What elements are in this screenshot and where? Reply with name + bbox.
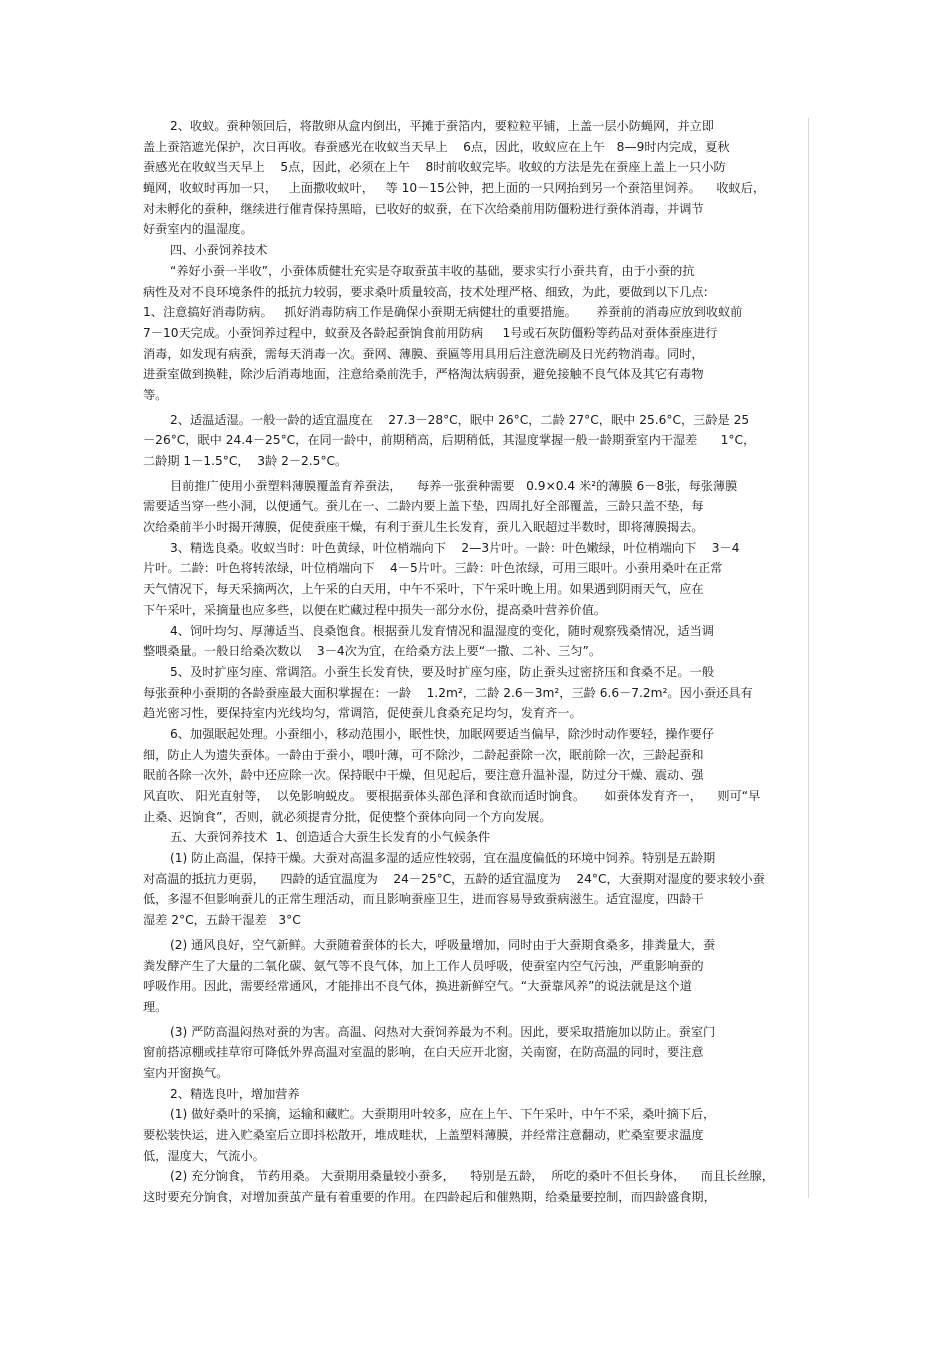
text-line: 等。 [143, 387, 168, 402]
text-line: 五、大蚕饲养技术 1、创造适合大蚕生长发育的小气候条件 [170, 830, 491, 845]
text-line: 低，湿度大，气流小。 [143, 1148, 265, 1163]
text-line: 2、适温适湿。一般一龄的适宜温度在 27.3－28°C，眠中 26°C，二龄 27°C，眠中 25.6°C，三龄是 25 [170, 412, 750, 427]
text-line: 消毒，如发现有病蚕，需每天消毒一次。蚕网、薄膜、蚕匾等用具用后注意洗刷及日光药物消毒。同时， [143, 346, 704, 361]
text-line: 4、饲叶均匀、厚薄适当、良桑饱食。根据蚕儿发育情况和温湿度的变化，随时观察残桑情况，适当调 [170, 623, 715, 638]
text-line: 3、精选良桑。收蚁当时：叶色黄绿，叶位梢端向下 2—3片叶。一龄：叶色嫩绿，叶位梢端向下 3－4 [170, 540, 740, 555]
text-line: 次给桑前半小时揭开薄膜，促使蚕座干燥，有利于蚕儿生长发育，蚕儿入眠超过半数时，即将薄膜揭去。 [143, 520, 704, 535]
text-line: (2) 通风良好，空气新鲜。大蚕随着蚕体的长大，呼吸量增加，同时由于大蚕期食桑多，排粪量大，蚕 [170, 937, 716, 952]
text-line: 下午采叶，采摘量也应多些，以便在贮藏过程中损失一部分水份，提高桑叶营养价值。 [143, 602, 607, 617]
text-line: 6、加强眠起处理。小蚕细小，移动范围小，眠性快，加眠网要适当偏早，除沙时动作要轻，操作要仔 [170, 726, 715, 741]
text-line: 7－10天完成。小蚕饲养过程中，蚁蚕及各龄起蚕饷食前用防病 1号或石灰防僵粉等药品对蚕体蚕座进行 [143, 325, 718, 340]
text-line: (2) 充分饷食， 节药用桑。 大蚕期用桑量较小蚕多， 特别是五龄， 所吃的桑叶不但长身体， 而且长丝腺， [170, 1169, 774, 1184]
text-line: (1) 做好桑叶的采摘，运输和藏贮。大蚕期用叶较多，应在上午、下午采叶，中午不采，桑叶摘下后， [170, 1107, 716, 1122]
text-line: 2、收蚁。蚕种领回后，将散卵从盒内倒出，平摊于蚕箔内，要粒粒平铺，上盖一层小防蝇网，并立即 [170, 119, 715, 133]
text-line: 盖上蚕箔遮光保护，次日再收。春蚕感光在收蚁当天早上 6点，因此，收蚁应在上午 8—9时内完成，夏秋 [143, 139, 730, 154]
text-line: 蝇网，收蚁时再加一只， 上面撒收蚁叶， 等 10－15公钟，把上面的一只网抬到另一个蚕箔里饲养。 收蚁后， [143, 181, 766, 196]
text-line: 窗前搭凉棚或挂草帘可降低外界高温对室温的影响，在白天应开北窗，关南窗，在防高温的同时，要注意 [143, 1045, 704, 1060]
text-line: 止桑、迟饷食”，否则，就必须提青分批，促使整个蚕体向同一个方向发展。 [143, 809, 552, 824]
text-line: 需要适当穿一些小洞，以便通气。蚕儿在一、二龄内要上盖下垫，四周扎好全部覆盖，三龄只盖不垫，每 [143, 499, 704, 514]
text-line: 好蚕室内的温湿度。 [143, 222, 253, 237]
text-line: 理。 [143, 999, 168, 1014]
text-line: 要松装快运，进入贮桑室后立即抖松散开，堆成畦状，上盖塑料薄膜，并经常注意翻动，贮桑室要求温度 [143, 1128, 704, 1142]
text-line: 片叶。二龄：叶色将转浓绿，叶位梢端向下 4－5片叶。三龄：叶色浓绿，可用三眼叶。小蚕用桑叶在正常 [143, 561, 723, 576]
text-line: 1、注意搞好消毒防病。 抓好消毒防病工作是确保小蚕期无病健壮的重要措施。 养蚕前的消毒应放到收蚁前 [143, 305, 743, 320]
text-line: “养好小蚕一半收”，小蚕体质健壮充实是夺取蚕茧丰收的基础，要求实行小蚕共育，由于小蚕的抗 [170, 263, 695, 278]
text-line: 目前推广使用小蚕塑料薄膜覆盖育养蚕法， 每养一张蚕种需要 0.9×0.4 米²的薄膜 6－8张，每张薄膜 [170, 478, 738, 493]
text-line: －26°C，眠中 24.4－25°C，在同一龄中，前期稍高，后期稍低，其湿度掌握一般一龄期蚕室内干湿差 1°C， [143, 433, 756, 448]
text-line: 每张蚕种小蚕期的各龄蚕座最大面积掌握在：一龄 1.2m²，二龄 2.6－3m²，三龄 6.6－7.2m²。因小蚕还具有 [143, 685, 753, 700]
text-line: 对未孵化的蚕种，继续进行催青保持黑暗，已收好的蚁蚕，在下次给桑前用防僵粉进行蚕体消毒，并调节 [143, 201, 704, 216]
text-line: 趋光密习性，要保持室内光线均匀，常调箔，促使蚕儿食桑充足均匀，发育齐一。 [143, 706, 582, 721]
text-line: 2、精选良叶，增加营养 [170, 1086, 300, 1101]
text-line: (3) 严防高温闷热对蚕的为害。高温、闷热对大蚕饲养最为不利。因此，要采取措施加以防止。蚕室门 [170, 1024, 716, 1039]
text-line: 病性及对不良环境条件的抵抗力较弱，要求桑叶质量较高，技术处理严格、细致，为此，要做到以下几点: [143, 284, 708, 299]
text-line: 进蚕室做到换鞋，除沙后消毒地面，注意给桑前洗手，严格淘汰病弱蚕，避免接触不良气体及其它有毒物 [143, 367, 704, 382]
text-line: 5、及时扩座匀座、常调箔。小蚕生长发育快，要及时扩座匀座，防止蚕头过密挤压和食桑不足。一般 [170, 664, 715, 679]
text-line: (1) 防止高温，保持干燥。大蚕对高温多湿的适应性较弱，宜在温度偏低的环境中饲养。特别是五龄期 [170, 851, 716, 866]
text-line: 室内开窗换气。 [143, 1065, 229, 1080]
text-line: 风直吹、 阳光直射等， 以免影响蜕皮。 要根据蚕体头部色泽和食欲而适时饷食。 如蚕体发育齐一， 则可“早 [143, 789, 761, 803]
text-line: 粪发酵产生了大量的二氧化碳、氨气等不良气体，加上工作人员呼吸，使蚕室内空气污浊，严重影响蚕的 [143, 958, 704, 973]
text-line: 湿差 2°C，五龄干湿差 3°C [143, 913, 301, 928]
text-line: 低，多湿不但影响蚕儿的正常生理活动，而且影响蚕座卫生，进而容易导致蚕病滋生。适宜湿度，四龄干 [143, 892, 704, 907]
text-line: 对高温的抵抗力更弱， 四龄的适宜温度为 24－25°C，五龄的适宜温度为 24°C，大蚕期对湿度的要求较小蚕 [143, 871, 765, 886]
document-body [143, 116, 807, 1208]
text-line: 整喂桑量。一般日给桑次数以 3－4次为宜，在给桑方法上要“一撒、二补、三匀”。 [143, 644, 602, 659]
text-line: 蚕感光在收蚁当天早上 5点，因此，必须在上午 8时前收蚁完毕。收蚁的方法是先在蚕座上盖上一只小防 [143, 160, 726, 175]
text-line: 细，防止人为遗失蚕体。一龄由于蚕小，喂叶薄，可不除沙，二龄起蚕除一次，眠前除一次，三龄起蚕和 [143, 747, 704, 762]
text-line: 二龄期 1－1.5°C， 3龄 2－2.5°C。 [143, 454, 348, 468]
text-line: 这时要充分饷食，对增加蚕茧产量有着重要的作用。在四龄起后和催熟期，给桑量要控制，而四龄盛食期， [143, 1190, 716, 1205]
text-line: 天气情况下，每天采摘两次，上午采的白天用，中午不采叶，下午采叶晚上用。如果遇到阴雨天气，应在 [143, 582, 704, 597]
text-line: 呼吸作用。因此，需要经常通风，才能排出不良气体，换进新鲜空气。“大蚕靠风养”的说法就是这个道 [143, 979, 692, 994]
text-line: 四、小蚕饲养技术 [170, 243, 268, 258]
page-edge-rule [808, 118, 809, 1198]
text-line: 眠前各除一次外，龄中还应除一次。保持眠中干燥，但见起后，要注意升温补湿，防过分干燥、震动、强 [143, 768, 704, 783]
